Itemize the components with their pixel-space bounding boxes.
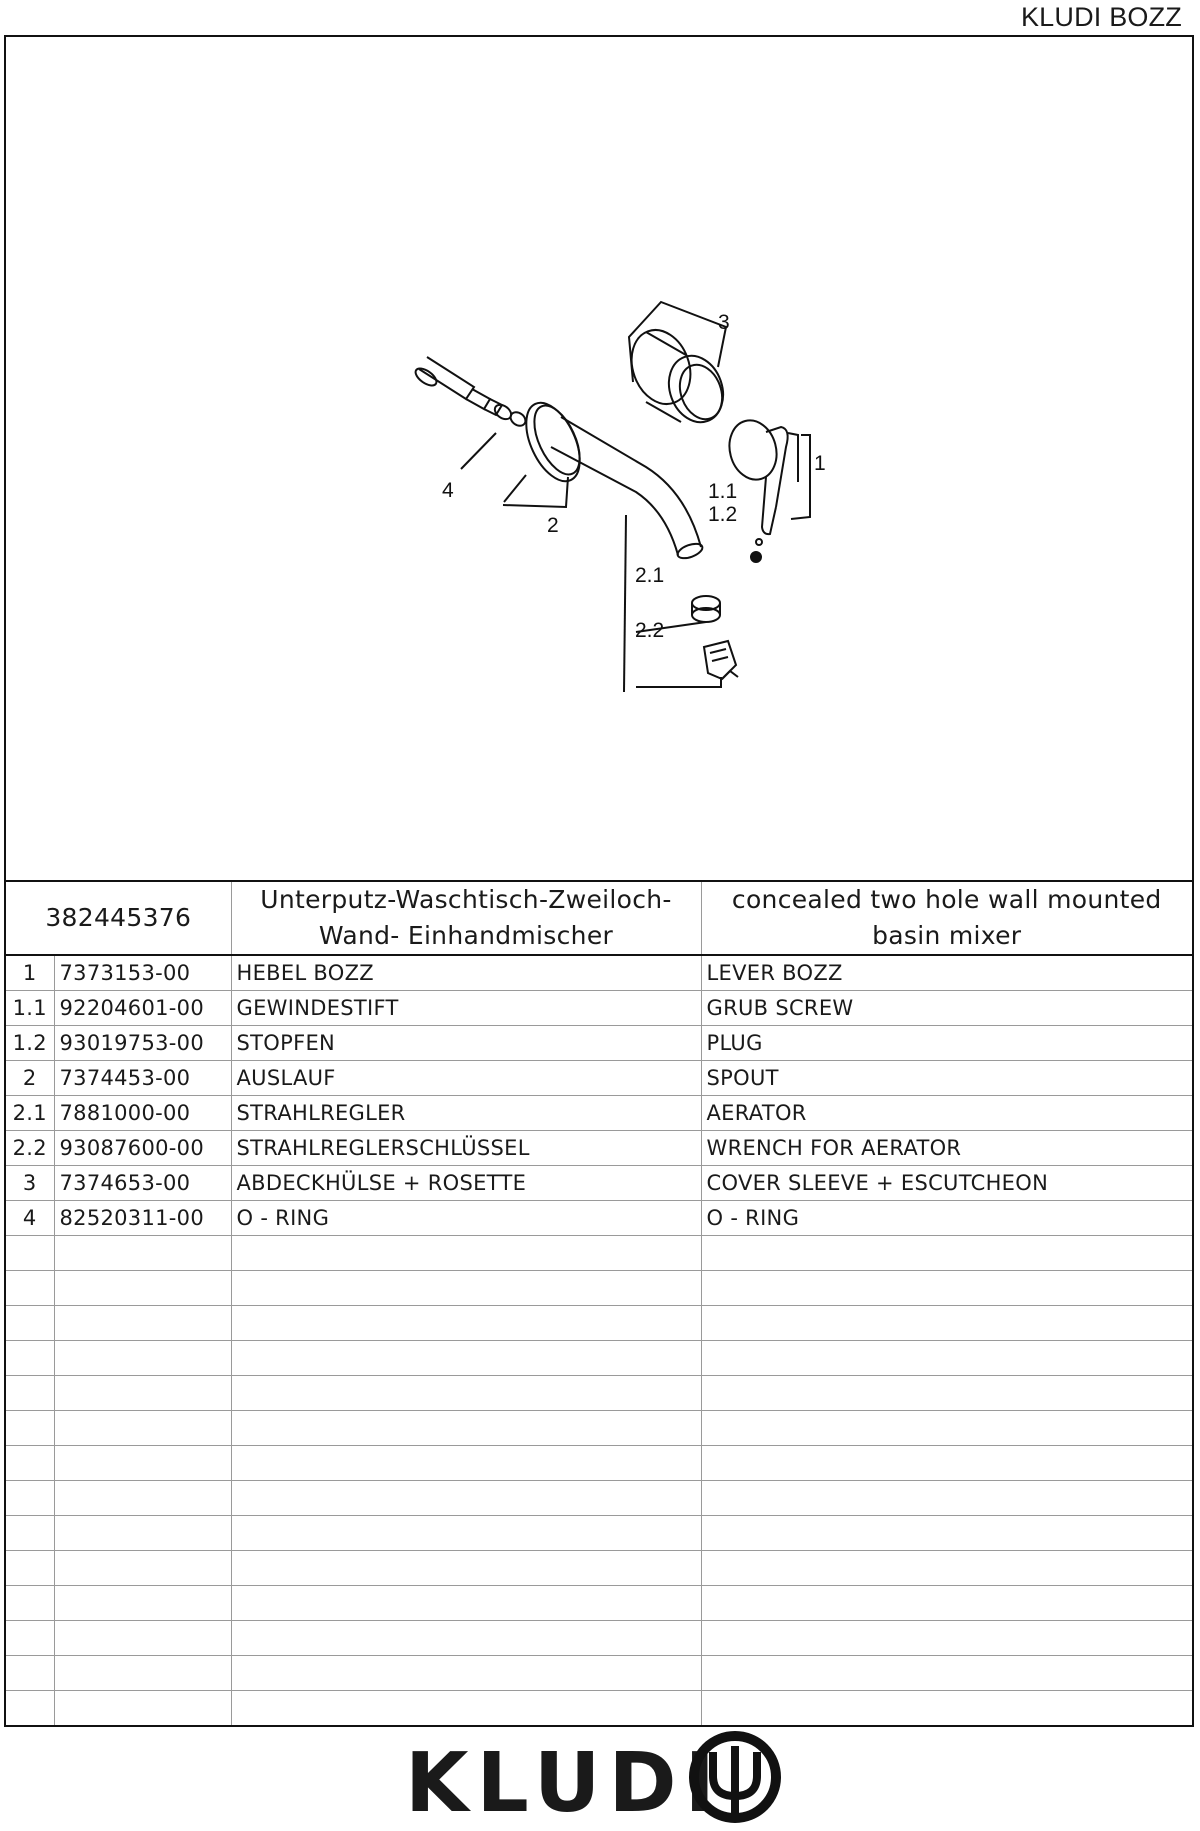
empty-cell	[231, 1586, 701, 1621]
empty-cell	[231, 1341, 701, 1376]
position-cell: 4	[6, 1201, 54, 1236]
empty-table-row	[6, 1586, 1192, 1621]
callout-2: 2	[547, 514, 559, 537]
name-en-cell: GRUB SCREW	[701, 991, 1192, 1026]
part-number-cell: 82520311-00	[54, 1201, 231, 1236]
empty-table-row	[6, 1341, 1192, 1376]
name-de-cell: GEWINDESTIFT	[231, 991, 701, 1026]
name-en-cell: PLUG	[701, 1026, 1192, 1061]
empty-cell	[701, 1341, 1192, 1376]
empty-cell	[54, 1481, 231, 1516]
logo-text: KLUDI	[405, 1736, 724, 1831]
empty-cell	[54, 1376, 231, 1411]
empty-cell	[6, 1341, 54, 1376]
empty-cell	[6, 1236, 54, 1271]
empty-cell	[6, 1271, 54, 1306]
kludi-logo	[405, 1728, 795, 1831]
empty-cell	[231, 1551, 701, 1586]
position-cell: 2.1	[6, 1096, 54, 1131]
name-en-cell: LEVER BOZZ	[701, 955, 1192, 991]
name-en-cell: SPOUT	[701, 1061, 1192, 1096]
empty-cell	[701, 1236, 1192, 1271]
position-cell: 1	[6, 955, 54, 991]
position-cell: 1.1	[6, 991, 54, 1026]
empty-cell	[6, 1376, 54, 1411]
empty-cell	[6, 1691, 54, 1726]
part-2-1-aerator	[692, 596, 720, 622]
callout-4: 4	[442, 479, 454, 502]
name-en-cell: WRENCH FOR AERATOR	[701, 1131, 1192, 1166]
empty-cell	[54, 1446, 231, 1481]
callout-3: 3	[718, 311, 730, 334]
leader-4	[461, 433, 496, 469]
empty-cell	[701, 1551, 1192, 1586]
part-number-cell: 93087600-00	[54, 1131, 231, 1166]
name-de-cell: STRAHLREGLER	[231, 1096, 701, 1131]
name-en-cell: O - RING	[701, 1201, 1192, 1236]
table-row	[6, 1096, 1192, 1131]
empty-cell	[701, 1376, 1192, 1411]
empty-cell	[6, 1306, 54, 1341]
empty-table-row	[6, 1481, 1192, 1516]
drawing-frame	[4, 35, 1194, 1727]
callout-1-1: 1.1	[708, 480, 738, 503]
empty-cell	[54, 1551, 231, 1586]
part-2-2-wrench	[704, 641, 738, 679]
name-en-cell: AERATOR	[701, 1096, 1192, 1131]
part-4-cartridge	[413, 357, 528, 429]
table-row	[6, 1201, 1192, 1236]
part-number-cell: 7374453-00	[54, 1061, 231, 1096]
part-3-cover-sleeve	[622, 322, 732, 430]
exploded-view-drawing	[6, 37, 1192, 882]
callout-1-2: 1.2	[708, 503, 738, 526]
empty-cell	[54, 1621, 231, 1656]
table-row	[6, 1026, 1192, 1061]
part-number-cell: 7881000-00	[54, 1096, 231, 1131]
empty-cell	[54, 1306, 231, 1341]
empty-cell	[231, 1516, 701, 1551]
empty-cell	[231, 1376, 701, 1411]
empty-cell	[6, 1516, 54, 1551]
empty-cell	[231, 1621, 701, 1656]
empty-cell	[6, 1586, 54, 1621]
exploded-view-svg	[6, 37, 1194, 882]
empty-cell	[54, 1586, 231, 1621]
table-row	[6, 991, 1192, 1026]
empty-cell	[231, 1411, 701, 1446]
empty-cell	[701, 1481, 1192, 1516]
empty-cell	[54, 1236, 231, 1271]
title-en-line2: basin mixer	[872, 921, 1022, 950]
empty-cell	[6, 1621, 54, 1656]
empty-table-row	[6, 1376, 1192, 1411]
empty-cell	[701, 1621, 1192, 1656]
position-cell: 1.2	[6, 1026, 54, 1061]
empty-cell	[6, 1656, 54, 1691]
empty-cell	[54, 1656, 231, 1691]
empty-cell	[701, 1516, 1192, 1551]
empty-cell	[701, 1306, 1192, 1341]
part-number-cell: 92204601-00	[54, 991, 231, 1026]
name-de-cell: HEBEL BOZZ	[231, 955, 701, 991]
empty-table-row	[6, 1306, 1192, 1341]
empty-table-row	[6, 1236, 1192, 1271]
title-de	[231, 881, 701, 955]
empty-cell	[231, 1446, 701, 1481]
table-header-row	[6, 881, 1192, 955]
table-row	[6, 1061, 1192, 1096]
position-cell: 2	[6, 1061, 54, 1096]
empty-cell	[231, 1691, 701, 1726]
part-number-cell: 93019753-00	[54, 1026, 231, 1061]
empty-table-row	[6, 1656, 1192, 1691]
empty-cell	[54, 1271, 231, 1306]
empty-cell	[231, 1306, 701, 1341]
empty-table-row	[6, 1516, 1192, 1551]
empty-cell	[701, 1656, 1192, 1691]
empty-table-row	[6, 1551, 1192, 1586]
article-number: 382445376	[6, 881, 231, 955]
empty-cell	[54, 1411, 231, 1446]
empty-cell	[54, 1516, 231, 1551]
part-number-cell: 7374653-00	[54, 1166, 231, 1201]
name-de-cell: STOPFEN	[231, 1026, 701, 1061]
table-row	[6, 955, 1192, 991]
empty-table-row	[6, 1621, 1192, 1656]
table-row	[6, 1166, 1192, 1201]
empty-cell	[701, 1586, 1192, 1621]
empty-cell	[701, 1691, 1192, 1726]
title-de-line2: Wand- Einhandmischer	[318, 921, 614, 950]
name-de-cell: AUSLAUF	[231, 1061, 701, 1096]
parts-list-table	[6, 880, 1192, 1725]
empty-table-row	[6, 1691, 1192, 1726]
empty-cell	[231, 1656, 701, 1691]
title-en-line1: concealed two hole wall mounted	[731, 885, 1162, 914]
empty-cell	[231, 1271, 701, 1306]
empty-cell	[701, 1271, 1192, 1306]
position-cell: 2.2	[6, 1131, 54, 1166]
empty-table-row	[6, 1411, 1192, 1446]
title-en	[701, 881, 1192, 955]
position-cell: 3	[6, 1166, 54, 1201]
empty-cell	[6, 1411, 54, 1446]
part-number-cell: 7373153-00	[54, 955, 231, 991]
empty-table-row	[6, 1271, 1192, 1306]
name-en-cell: COVER SLEEVE + ESCUTCHEON	[701, 1166, 1192, 1201]
name-de-cell: O - RING	[231, 1201, 701, 1236]
empty-cell	[6, 1551, 54, 1586]
callout-2-1: 2.1	[635, 564, 665, 587]
title-de-line1: Unterputz-Waschtisch-Zweiloch-	[260, 885, 672, 914]
empty-cell	[231, 1236, 701, 1271]
brand-title: KLUDI BOZZ	[1020, 2, 1182, 32]
empty-cell	[54, 1341, 231, 1376]
table-row	[6, 1131, 1192, 1166]
empty-cell	[701, 1411, 1192, 1446]
name-de-cell: ABDECKHÜLSE + ROSETTE	[231, 1166, 701, 1201]
empty-cell	[6, 1446, 54, 1481]
empty-table-row	[6, 1446, 1192, 1481]
empty-cell	[701, 1446, 1192, 1481]
empty-cell	[231, 1481, 701, 1516]
name-de-cell: STRAHLREGLERSCHLÜSSEL	[231, 1131, 701, 1166]
empty-cell	[6, 1481, 54, 1516]
empty-cell	[54, 1691, 231, 1726]
callout-1: 1	[814, 452, 826, 475]
callout-2-2: 2.2	[635, 619, 665, 642]
logo-emblem-icon	[683, 1730, 787, 1824]
